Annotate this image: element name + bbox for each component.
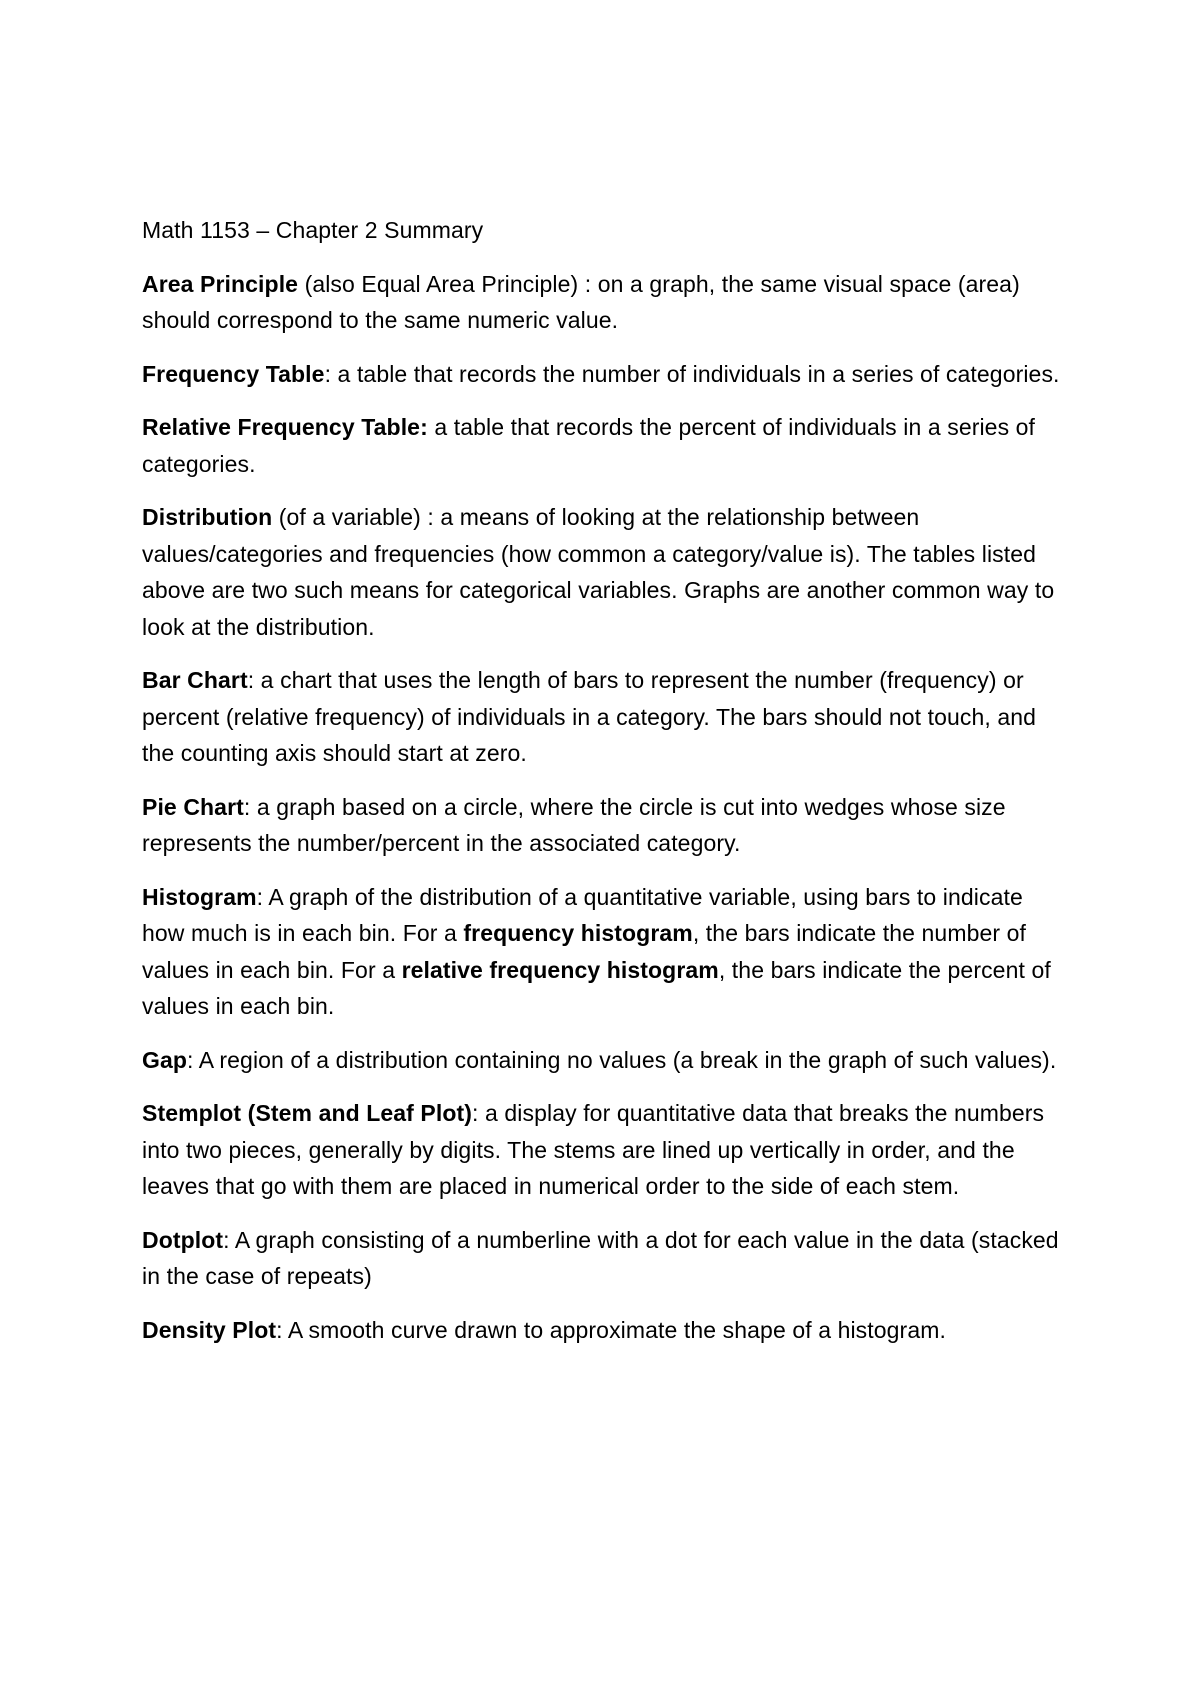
- entry-gap: [142, 1042, 1067, 1079]
- document-title: Math 1153 – Chapter 2 Summary: [142, 217, 484, 243]
- entry-histogram: [142, 879, 1067, 1025]
- entry-pie-chart: [142, 789, 1067, 862]
- definition-dotplot: : A graph consisting of a numberline with a dot for each value in the data (stacked in the case of repeats): [142, 1226, 1059, 1289]
- definition-area-principle: (also Equal Area Principle) : on a graph, the same visual space (area) should correspond to the same numeric value.: [142, 270, 1020, 333]
- term-area-principle: Area Principle: [142, 270, 299, 297]
- emph-relative-frequency-histogram: relative frequency histogram: [401, 956, 719, 983]
- definition-histogram-part-1: : A graph of the distribution of a quantitative variable, using bars to indicate how much is in each bin. For a: [142, 883, 1023, 946]
- term-frequency-table: Frequency Table: [142, 360, 325, 387]
- term-density-plot: Density Plot: [142, 1316, 277, 1343]
- term-pie-chart: Pie Chart: [142, 793, 244, 820]
- definition-stemplot: : a display for quantitative data that breaks the numbers into two pieces, generally by digits. The stems are lined up vertically in order, and the leaves that go with them are placed in numerical order to the side of each stem.: [142, 1100, 1045, 1199]
- entry-area-principle: [142, 266, 1067, 339]
- definition-histogram-part-2: , the bars indicate the number of values in each bin. For a: [142, 920, 1026, 983]
- entry-bar-chart: [142, 662, 1067, 772]
- term-histogram: Histogram: [142, 883, 257, 910]
- definition-frequency-table: : a table that records the number of individuals in a series of categories.: [324, 360, 1060, 387]
- emph-frequency-histogram: frequency histogram: [463, 920, 693, 946]
- definition-histogram-part-3: , the bars indicate the percent of values in each bin.: [142, 956, 1051, 1019]
- entry-frequency-table: [142, 356, 1067, 393]
- entry-dotplot: [142, 1222, 1067, 1295]
- definition-bar-chart: : a chart that uses the length of bars to represent the number (frequency) or percent (relative frequency) of individuals in a category. The bars should not touch, and the counting axis should start at zero.: [142, 667, 1037, 766]
- document-content: [142, 212, 1067, 1365]
- term-distribution: Distribution: [142, 504, 273, 530]
- term-relative-frequency-table: Relative Frequency Table:: [142, 414, 428, 440]
- entry-relative-frequency-table: [142, 409, 1067, 482]
- entry-density-plot: [142, 1312, 1067, 1349]
- definition-density-plot: : A smooth curve drawn to approximate the shape of a histogram.: [276, 1316, 946, 1343]
- entry-stemplot: [142, 1095, 1067, 1205]
- entry-distribution: [142, 499, 1067, 645]
- term-stemplot: Stemplot (Stem and Leaf Plot): [142, 1100, 473, 1126]
- term-bar-chart: Bar Chart: [142, 667, 248, 693]
- term-gap: Gap: [142, 1046, 188, 1073]
- term-dotplot: Dotplot: [142, 1226, 224, 1253]
- definition-gap: : A region of a distribution containing no values (a break in the graph of such values).: [187, 1046, 1057, 1073]
- definition-pie-chart: : a graph based on a circle, where the circle is cut into wedges whose size represents the number/percent in the associated category.: [142, 793, 1006, 856]
- definition-distribution: (of a variable) : a means of looking at the relationship between values/categories and frequencies (how common a category/value is). The tables listed above are two such means for categorical variables. Graphs are another common way to look at the distribution.: [142, 504, 1055, 640]
- definition-relative-frequency-table: a table that records the percent of individuals in a series of categories.: [142, 414, 1036, 477]
